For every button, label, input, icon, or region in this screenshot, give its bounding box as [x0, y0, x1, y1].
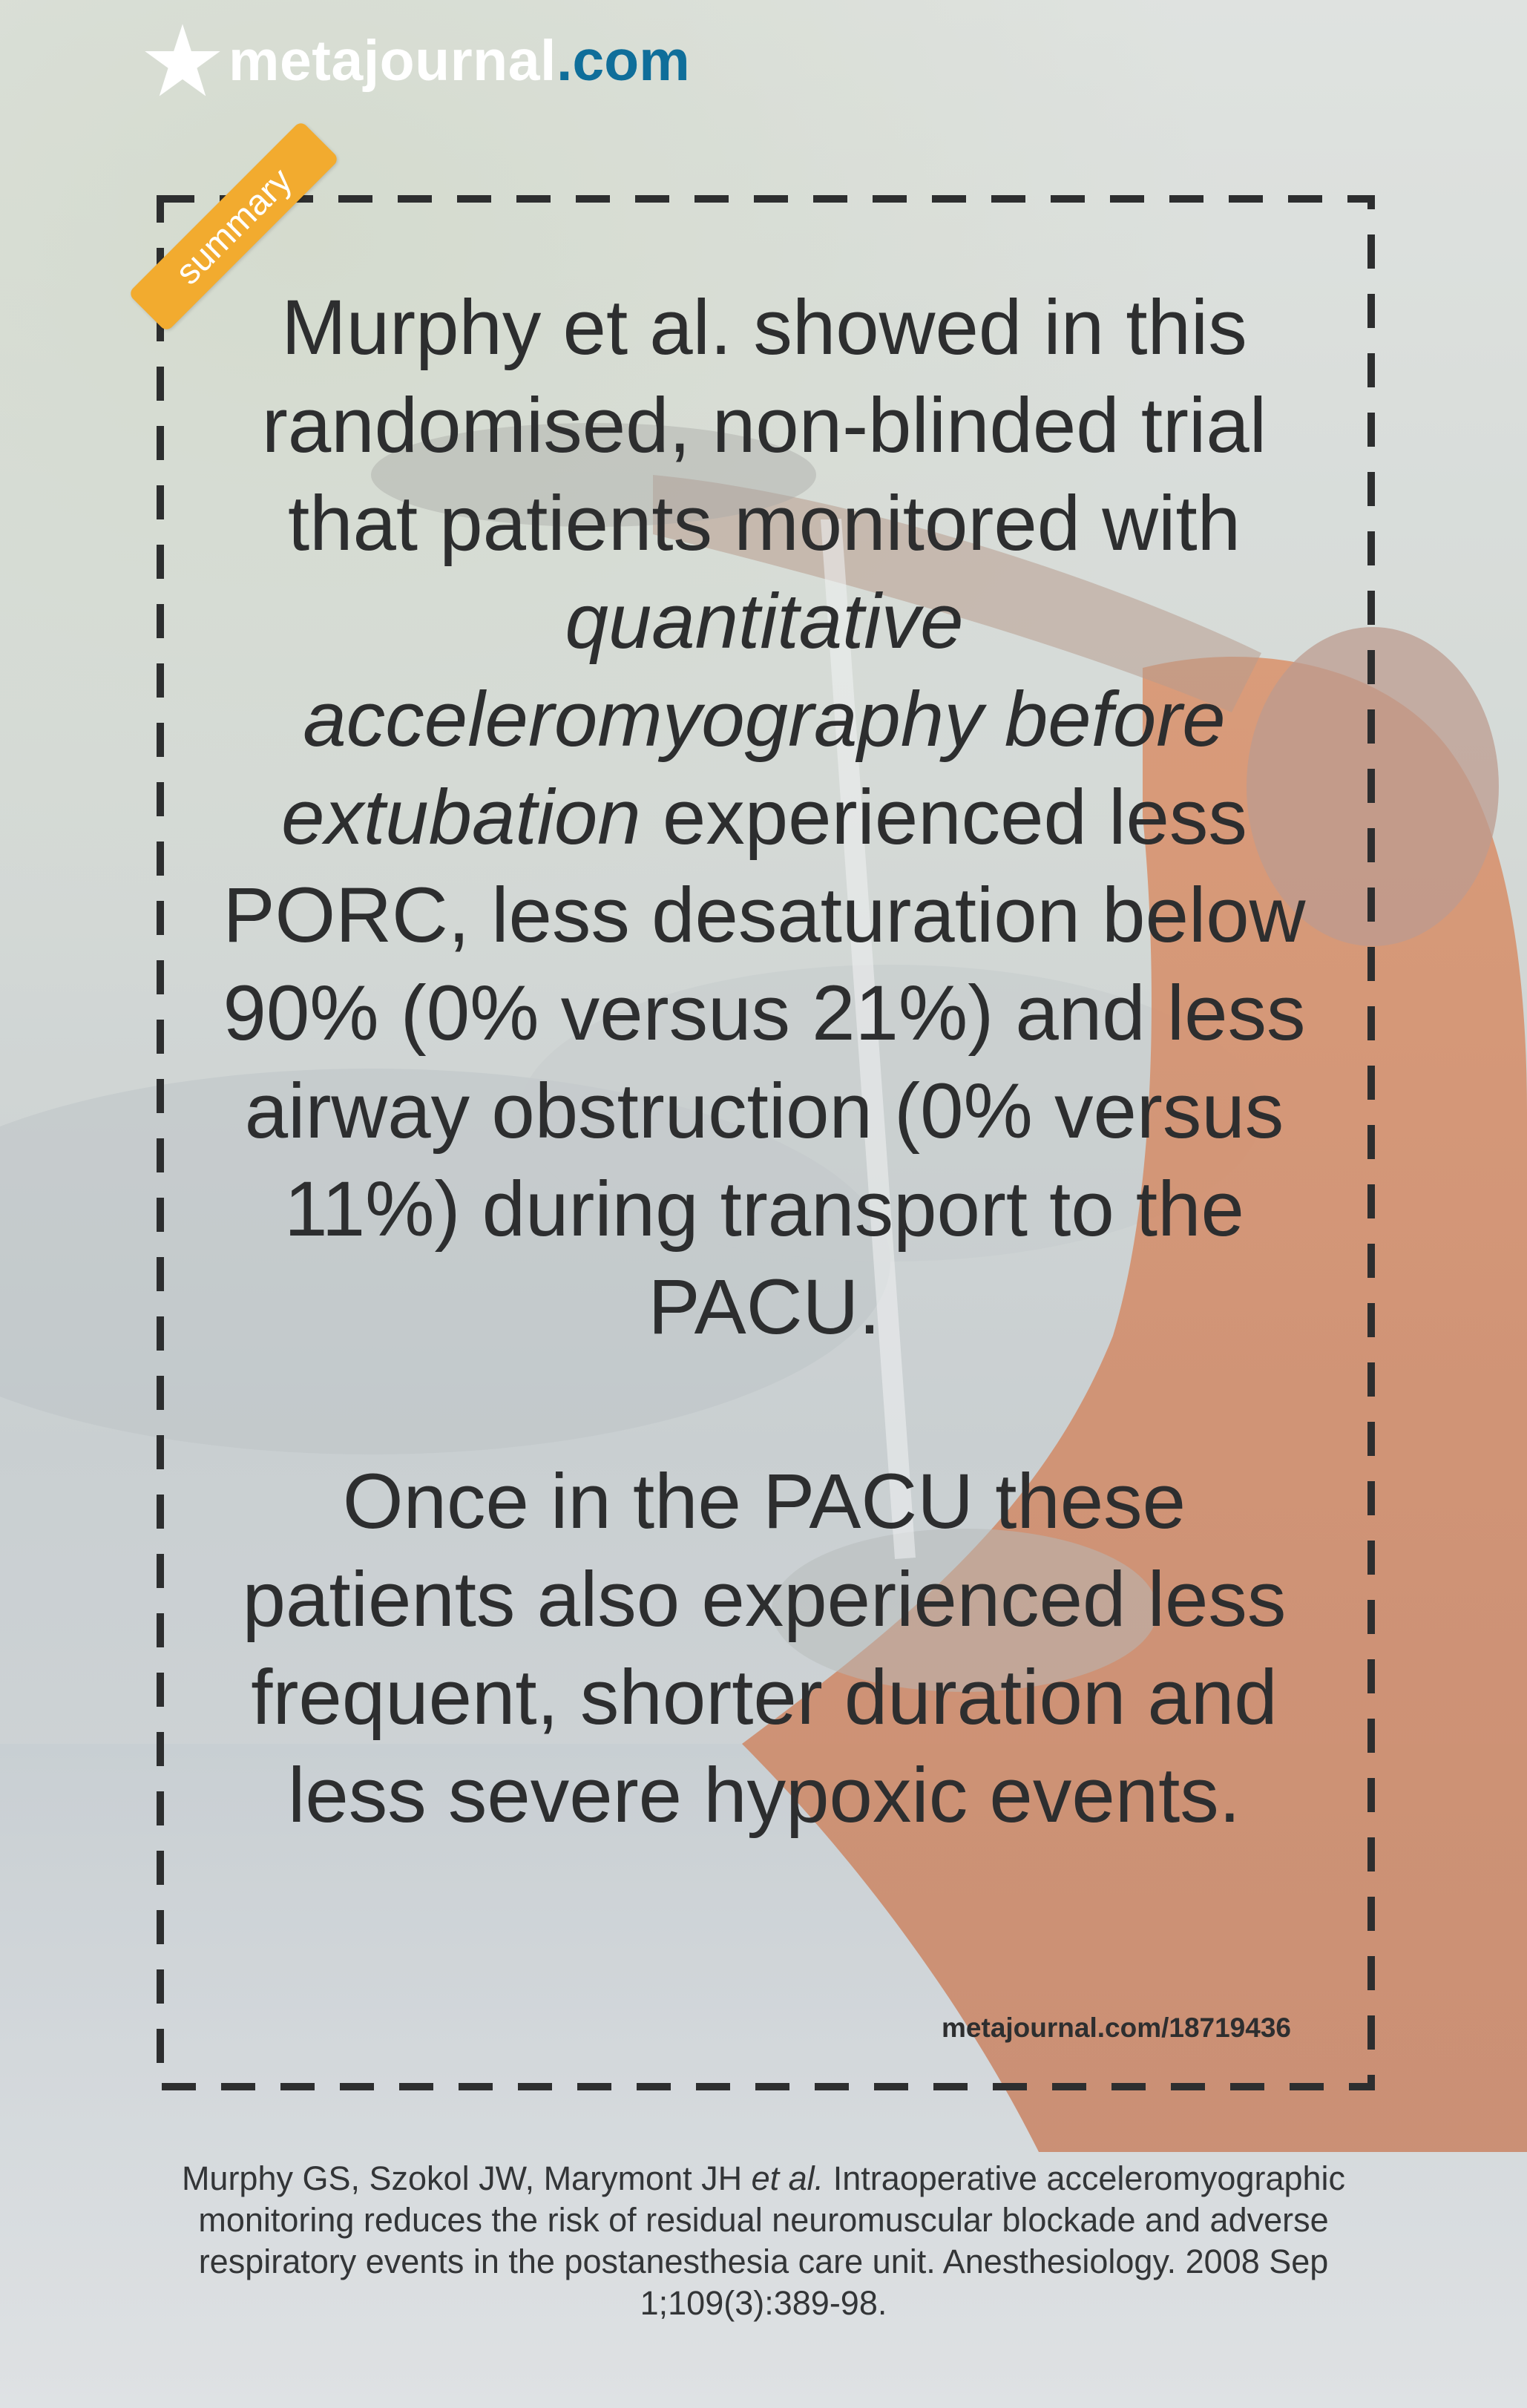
summary-paragraph-2: Once in the PACU these patients also experienced less frequent, shorter duration and less severe hypoxic events. — [242, 1458, 1287, 1839]
citation: Murphy GS, Szokol JW, Marymont JH et al. Intraoperative acceleromyographic monitoring reduces the risk of residual neuromuscular blockade and adverse respiratory events in the postanesthesia care unit. Anesthesiology. 2008 Sep 1;109(3):389-98. — [181, 2159, 1346, 2322]
source-link[interactable]: metajournal.com/18719436 — [942, 2012, 1291, 2043]
star-icon — [142, 21, 223, 101]
summary-tag: summary — [128, 120, 340, 332]
summary-emphasis: quantitative acceleromyography before extubation — [281, 578, 1226, 861]
brand-tld: .com — [556, 28, 690, 93]
summary-paragraph-1: Murphy et al. showed in this randomised, non-blinded trial that patients monitored with quantitative acceleromyography before extubation experienced less PORC, less desaturation below 90% (0% versus 21%) and less airway obstruction (0% versus 11%) during transport to the PACU. — [223, 284, 1306, 1351]
brand-name: metajournal — [229, 28, 556, 93]
summary-text — [223, 279, 1306, 1845]
brand-logo — [142, 16, 690, 105]
